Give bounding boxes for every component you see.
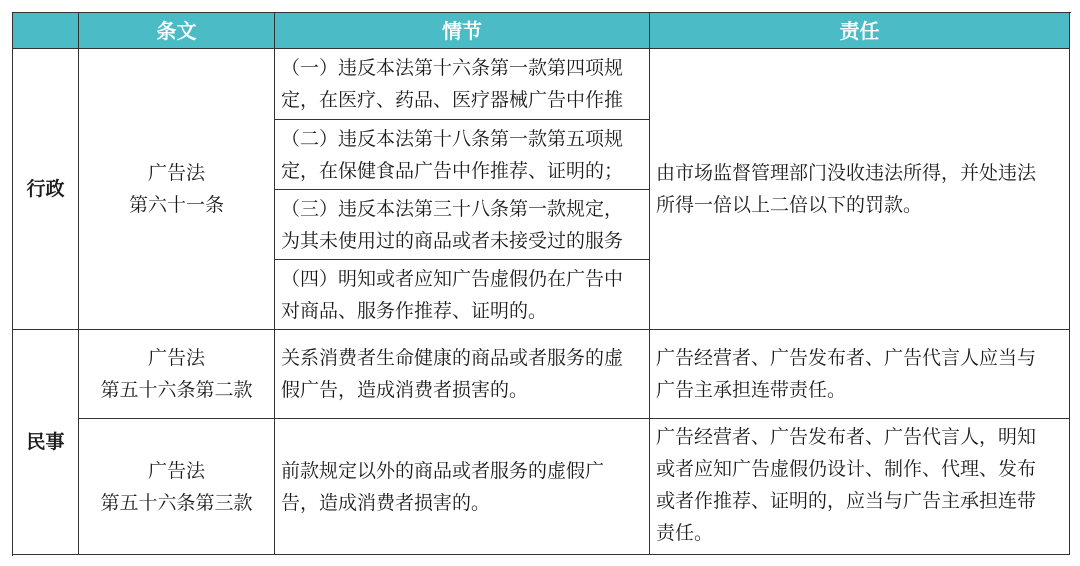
- article-civil: [79, 419, 275, 555]
- circumstance-text: （三）违反本法第三十八条第一款规定，: [281, 197, 624, 220]
- header-article-label: 条文: [156, 18, 197, 43]
- liability-text: 所得一倍以上二倍以下的罚款。: [656, 194, 923, 216]
- category-civil: [13, 330, 79, 555]
- circumstance-text: （四）明知或者应知广告虚假仍在广告中: [281, 267, 624, 290]
- circumstance-item: [275, 330, 650, 419]
- circumstance-text: 关系消费者生命健康的商品或者服务的虚: [281, 347, 624, 369]
- circumstance-text: 告，造成消费者损害的。: [281, 491, 491, 514]
- article-administrative: [79, 49, 275, 330]
- header-liability: [650, 13, 1070, 49]
- category-civil-label: 民事: [26, 431, 65, 453]
- circumstance-item: [275, 120, 650, 190]
- article-civil: [79, 330, 275, 419]
- header-article: [79, 13, 275, 49]
- article-law-name: 广告法: [147, 347, 205, 369]
- circumstance-item: [275, 190, 650, 260]
- circumstance-text: 假广告，造成消费者损害的。: [281, 379, 529, 401]
- liability-civil: [650, 419, 1070, 555]
- liability-text: 广告主承担连带责任。: [656, 379, 847, 401]
- liability-text: 或者作推荐、证明的，应当与广告主承担连带: [656, 490, 1037, 512]
- liability-table: [12, 12, 1071, 556]
- circumstance-text: 前款规定以外的商品或者服务的虚假广: [281, 459, 605, 482]
- article-clause: 第五十六条第三款: [100, 491, 253, 514]
- article-law-name: 广告法: [147, 459, 205, 482]
- liability-text: 广告经营者、广告发布者、广告代言人应当与: [656, 347, 1037, 369]
- circumstance-text: 定，在医疗、药品、医疗器械广告中作推: [281, 89, 624, 111]
- circumstance-text: 为其未使用过的商品或者未接受过的服务: [281, 229, 624, 252]
- header-corner-cell: [13, 13, 79, 49]
- circumstance-item: [275, 419, 650, 555]
- header-circumstance-label: 情节: [442, 18, 482, 43]
- liability-text: 或者应知广告虚假仍设计、制作、代理、发布: [656, 458, 1037, 480]
- category-administrative-label: 行政: [26, 178, 65, 200]
- circumstance-text: （一）违反本法第十六条第一款第四项规: [281, 57, 624, 79]
- category-administrative: [13, 49, 79, 330]
- liability-text: 由市场监督管理部门没收违法所得，并处违法: [656, 162, 1037, 184]
- header-circumstance: [275, 13, 650, 49]
- circumstance-text: 对商品、服务作推荐、证明的。: [281, 299, 548, 322]
- article-law-name: 广告法: [147, 162, 205, 184]
- circumstance-item: [275, 260, 650, 330]
- article-clause: 第六十一条: [128, 194, 224, 216]
- liability-text: 广告经营者、广告发布者、广告代言人，明知: [656, 426, 1037, 448]
- article-clause: 第五十六条第二款: [100, 379, 253, 401]
- circumstance-item: [275, 49, 650, 120]
- liability-administrative: [650, 49, 1070, 330]
- circumstance-text: 定，在保健食品广告中作推荐、证明的；: [281, 159, 624, 182]
- liability-text: 责任。: [656, 522, 714, 544]
- liability-civil: [650, 330, 1070, 419]
- header-liability-label: 责任: [839, 18, 880, 43]
- circumstance-text: （二）违反本法第十八条第一款第五项规: [281, 127, 624, 150]
